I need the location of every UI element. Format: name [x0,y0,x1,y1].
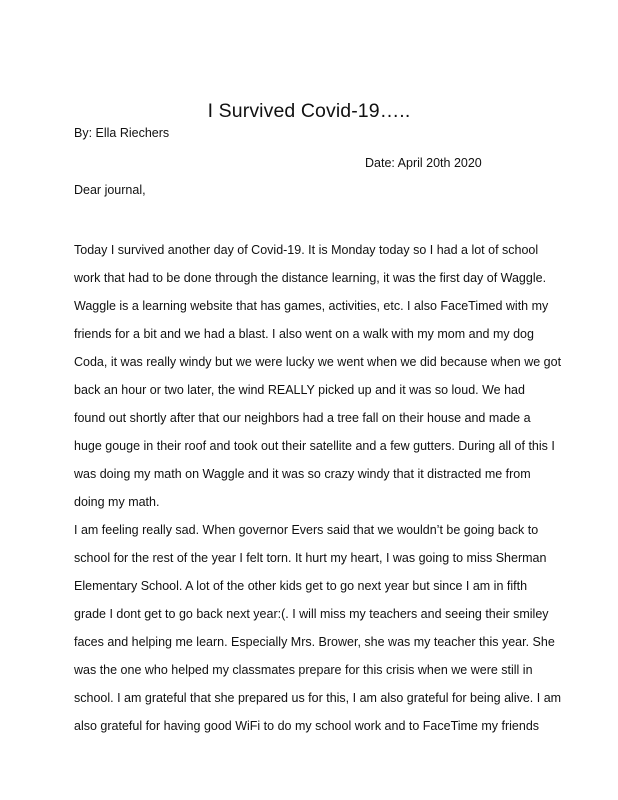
date-line: Date: April 20th 2020 [365,156,482,170]
document-title: I Survived Covid-19….. [207,100,411,122]
body-line: was the one who helped my classmates prepare for this crisis when we were still in [74,663,533,677]
body-line: school for the rest of the year I felt torn. It hurt my heart, I was going to miss Sherman [74,551,547,565]
body-line: friends for a bit and we had a blast. I also went on a walk with my mom and my dog [74,327,534,341]
body-line: also grateful for having good WiFi to do my school work and to FaceTime my friends [74,719,540,733]
body-line: Waggle is a learning website that has games, activities, etc. I also FaceTimed with my [74,299,549,313]
body-line: Today I survived another day of Covid-19. It is Monday today so I had a lot of school [74,243,539,257]
body-line: Elementary School. A lot of the other kids get to go next year but since I am in fifth [74,579,528,593]
body-line: was doing my math on Waggle and it was so crazy windy that it distracted me from [74,467,531,481]
body-line: found out shortly after that our neighbors had a tree fall on their house and made a [74,411,531,425]
journal-body [74,236,562,740]
body-line: work that had to be done through the distance learning, it was the first day of Waggle. [74,271,547,285]
journal-greeting: Dear journal, [74,183,146,197]
author-line: By: Ella Riechers [74,126,170,140]
body-line: Coda, it was really windy but we were lucky we went when we did because when we got [74,355,562,369]
body-line: grade I dont get to go back next year:(. I will miss my teachers and seeing their smiley [74,607,549,621]
body-line: huge gouge in their roof and took out their satellite and a few gutters. During all of this I [74,439,555,453]
body-line: school. I am grateful that she prepared us for this, I am also grateful for being alive. I am [74,691,562,705]
body-line: faces and helping me learn. Especially Mrs. Brower, she was my teacher this year. She [74,635,555,649]
body-line: doing my math. [74,495,160,509]
body-line: back an hour or two later, the wind REALLY picked up and it was so loud. We had [74,383,525,397]
body-line: I am feeling really sad. When governor Evers said that we wouldn’t be going back to [74,523,539,537]
